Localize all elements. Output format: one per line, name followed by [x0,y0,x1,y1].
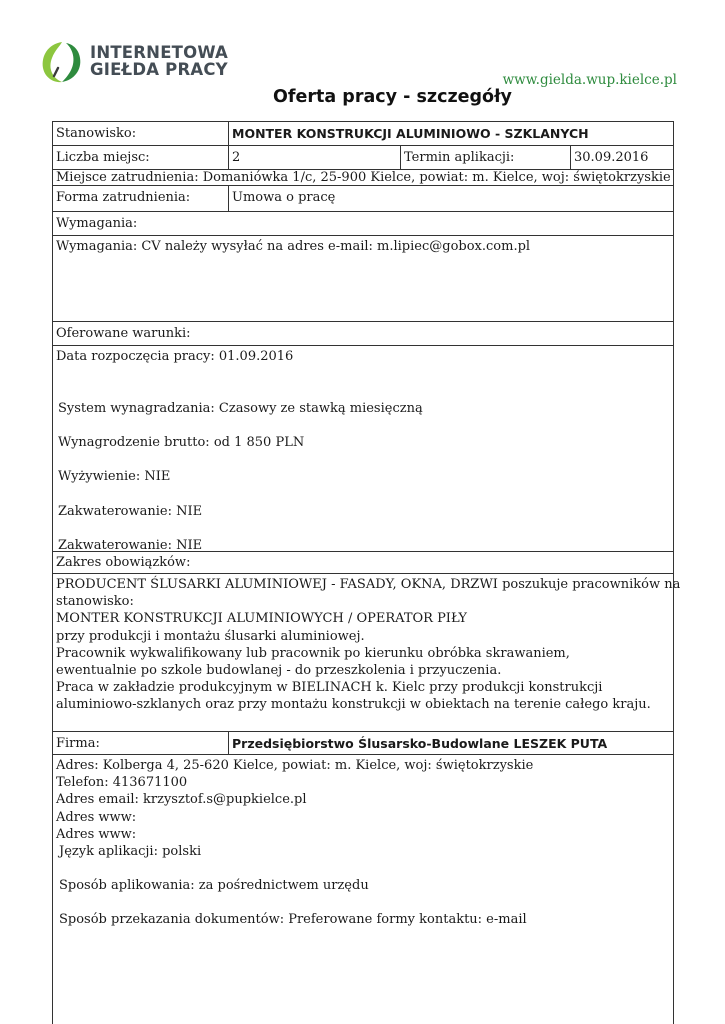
requirements-text: Wymagania: CV należy wysyłać na adres e-mail: m.lipiec@gobox.com.pl [56,239,531,254]
company-address: Adres: Kolberga 4, 25-620 Kielce, powiat: m. Kielce, woj: świętokrzyskie [56,758,534,773]
duties-line: przy produkcji i montażu ślusarki aluminiowej. [56,628,365,644]
row-requirements [53,235,673,321]
company-www: Adres www: [56,826,137,842]
duties-line: Praca w zakładzie produkcyjnym w BIELINACH k. Kielc przy produkcji konstrukcji [56,680,603,696]
deadline-label: Termin aplikacji: [400,146,570,169]
duties-line: PRODUCENT ŚLUSARKI ALUMINIOWEJ - FASADY, OKNA, DRZWI poszukuje pracowników na [56,577,681,592]
employment-form-label: Forma zatrudnienia: [56,190,191,205]
documents-method: Sposób przekazania dokumentów: Preferowane formy kontaktu: e-mail [59,912,527,928]
duties-line: MONTER KONSTRUKCJI ALUMINIOWYCH / OPERATOR PIŁY [56,611,467,627]
company-details [53,755,673,931]
requirements-label: Wymagania: [56,216,138,231]
meals: Wyżywienie: NIE [58,469,171,484]
conditions-label: Oferowane warunki: [56,326,191,341]
row-company-details [53,754,673,1024]
housing-1: Zakwaterowanie: NIE [58,504,203,519]
logo-line1: INTERNETOWA [90,43,228,62]
offer-table [52,121,681,1024]
deadline-value: 30.09.2016 [570,146,673,169]
location-text: Miejsce zatrudnienia: Domaniówka 1/c, 25-900 Kielce, powiat: m. Kielce, woj: świętokrzyskie [56,170,671,185]
duties-line: ewentualnie po szkole budowlanej - do przeszkolenia i przyuczenia. [56,663,502,679]
duties-text [53,574,681,716]
duties-label: Zakres obowiązków: [56,555,191,570]
places-value: 2 [228,146,400,169]
pay-system: System wynagradzania: Czasowy ze stawką miesięczną [58,401,423,416]
row-requirements-label [53,211,673,235]
row-conditions [53,345,673,551]
company-name: Przedsiębiorstwo Ślusarsko-Budowlane LESZEK PUTA [228,732,673,754]
row-employment-form [53,185,673,211]
row-position [53,121,673,145]
duties-line: Pracownik wykwalifikowany lub pracownik po kierunku obróbka skrawaniem, [56,645,570,661]
start-date: Data rozpoczęcia pracy: 01.09.2016 [56,349,294,364]
application-language: Język aplikacji: polski [59,844,202,860]
position-label: Stanowisko: [56,126,137,141]
page-title: Oferta pracy - szczegóły [273,87,512,107]
row-company [53,731,673,754]
logo-text [90,44,228,78]
apply-method: Sposób aplikowania: za pośrednictwem urzędu [59,878,369,894]
duties-line: aluminiowo-szklanych oraz przy montażu konstrukcji w obiektach na terenie całego kraju. [56,697,651,713]
logo-leaf-icon [38,38,86,86]
housing-2: Zakwaterowanie: NIE [58,538,203,553]
duties-line: stanowisko: [56,594,134,610]
company-www: Adres www: [56,809,137,825]
position-value: MONTER KONSTRUKCJI ALUMINIOWO - SZKLANYCH [228,122,673,145]
logo-line2: GIEŁDA PRACY [90,60,228,79]
company-phone: Telefon: 413671100 [56,775,188,791]
row-location [53,169,673,185]
row-duties-label [53,551,673,573]
row-places [53,145,673,169]
company-label: Firma: [56,736,100,751]
row-duties [53,573,681,731]
places-label: Liczba miejsc: [56,150,150,165]
company-email: Adres email: krzysztof.s@pupkielce.pl [56,792,307,808]
gross-pay: Wynagrodzenie brutto: od 1 850 PLN [58,435,305,450]
logo [38,38,228,88]
employment-form-value: Umowa o pracę [228,186,673,211]
site-url-link[interactable]: www.gielda.wup.kielce.pl [502,72,677,88]
row-conditions-label [53,321,673,345]
